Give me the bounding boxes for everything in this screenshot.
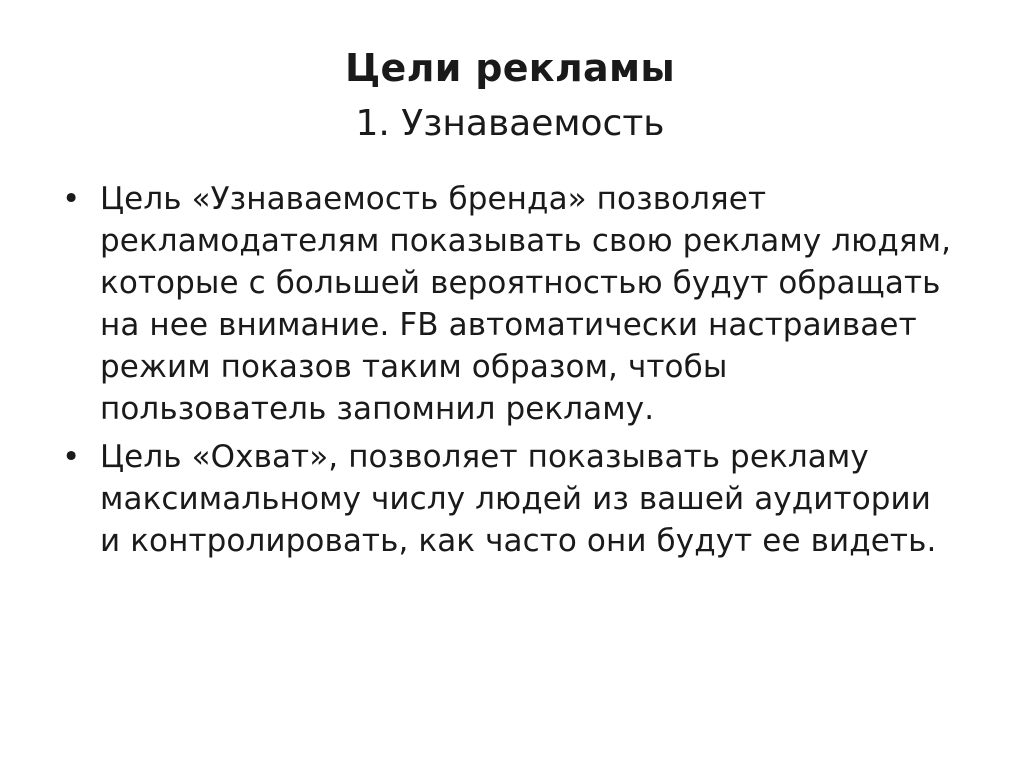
slide-title: Цели рекламы	[345, 46, 675, 90]
bullet-marker: •	[62, 181, 81, 217]
bullet-text: Цель «Узнаваемость бренда» позволяет рекламодателям показывать свою рекламу людям, которые с большей вероятностью будут обращать на нее внимание. FB автоматически настраивает режим показов таким образом, чтобы пользователь запомнил рекламу.	[100, 181, 952, 427]
bullet-marker: •	[62, 439, 81, 475]
slide-subtitle: 1. Узнаваемость	[355, 103, 665, 144]
bullet-list	[60, 178, 960, 568]
bullet-text: Цель «Охват», позволяет показывать рекламу максимальному числу людей из вашей аудитории и контролировать, как часто они будут ее видеть.	[100, 439, 937, 559]
title-block	[0, 42, 1024, 151]
bullet-item	[60, 178, 960, 430]
bullet-item	[60, 436, 960, 562]
